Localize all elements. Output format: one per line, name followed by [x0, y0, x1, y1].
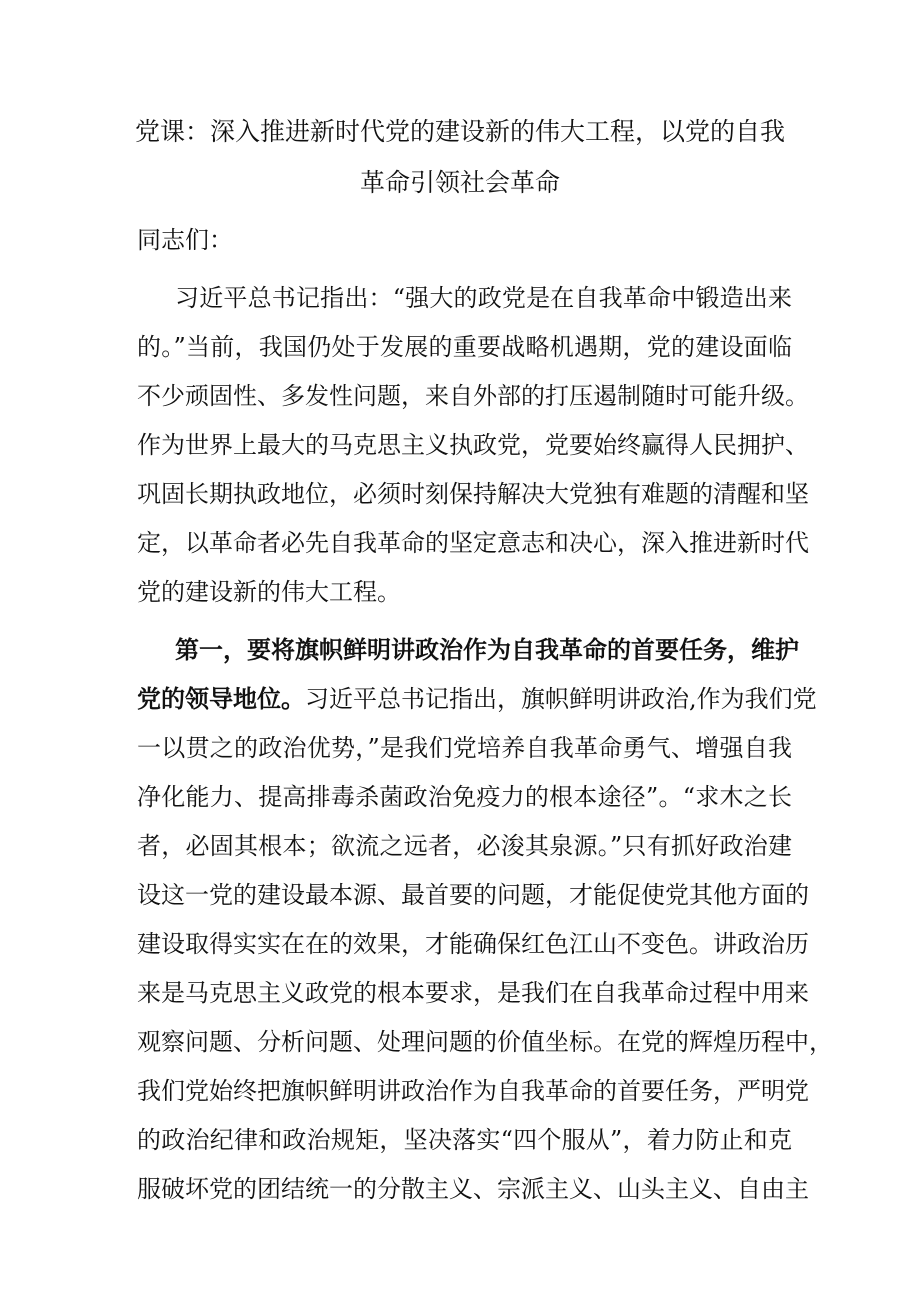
section-1-heading: 第一，要将旗帜鲜明讲政治作为自我革命的首要任务，维护: [175, 635, 799, 664]
paragraph-1-line: 作为世界上最大的马克思主义执政党，党要始终赢得人民拥护、: [137, 431, 809, 459]
paragraph-1-line: 不少顽固性、多发性问题，来自外部的打压遏制随时可能升级。: [137, 382, 809, 410]
document-title-line-2: 革命引领社会革命: [359, 168, 560, 197]
paragraph-2-line: 一以贯之的政治优势，”是我们党培养自我革命勇气、增强自我: [137, 734, 792, 762]
paragraph-1-line: 巩固长期执政地位，必须时刻保持解决大党独有难题的清醒和坚: [137, 480, 809, 508]
section-1-heading-end: 党的领导地位。: [137, 684, 305, 713]
document-title-line-1: 党课：深入推进新时代党的建设新的伟大工程，以党的自我: [134, 117, 785, 146]
paragraph-2-line: [137, 684, 817, 714]
paragraph-2-text: 习近平总书记指出，旗帜鲜明讲政治,作为我们党: [305, 685, 817, 713]
paragraph-1-line: 的。”当前，我国仍处于发展的重要战略机遇期，党的建设面临: [137, 333, 792, 361]
paragraph-2-line: 观察问题、分析问题、处理问题的价值坐标。在党的辉煌历程中，: [137, 1028, 833, 1056]
paragraph-2-line: 者，必固其根本；欲流之远者，必浚其泉源。”只有抓好政治建: [137, 832, 792, 860]
paragraph-1-line: 习近平总书记指出：“强大的政党是在自我革命中锻造出来: [175, 284, 792, 312]
paragraph-1-line: 党的建设新的伟大工程。: [137, 578, 401, 606]
paragraph-2-line: 服破坏党的团结统一的分散主义、宗派主义、山头主义、自由主: [137, 1175, 809, 1203]
paragraph-2-line: 的政治纪律和政治规矩，坚决落实“四个服从”，着力防止和克: [137, 1126, 792, 1154]
paragraph-2-line: 设这一党的建设最本源、最首要的问题，才能促使党其他方面的: [137, 881, 809, 909]
salutation: 同志们：: [137, 226, 233, 254]
paragraph-2-line: 我们党始终把旗帜鲜明讲政治作为自我革命的首要任务，严明党: [137, 1077, 809, 1105]
paragraph-2-line: 建设取得实实在在的效果，才能确保红色江山不变色。讲政治历: [137, 930, 809, 958]
paragraph-2-line: 来是马克思主义政党的根本要求，是我们在自我革命过程中用来: [137, 979, 809, 1007]
paragraph-2-line: 净化能力、提高排毒杀菌政治免疫力的根本途径”。“求木之长: [137, 783, 792, 811]
paragraph-1-line: 定，以革命者必先自我革命的坚定意志和决心，深入推进新时代: [137, 529, 809, 557]
